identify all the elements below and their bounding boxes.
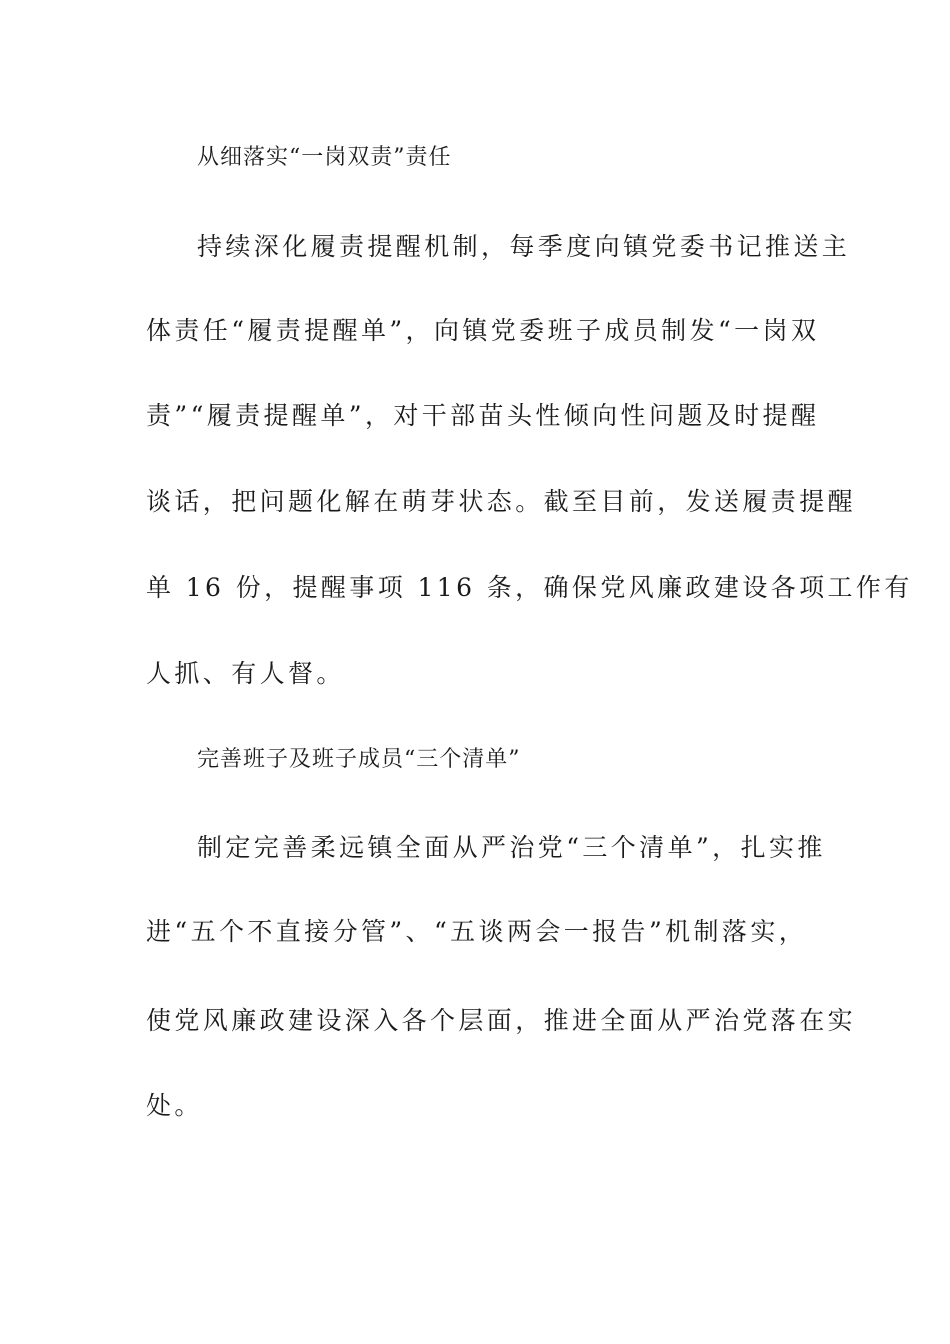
section-heading: 完善班子及班子成员“三个清单” — [197, 747, 521, 772]
paragraph-line: 单 16 份，提醒事项 116 条，确保党风廉政建设各项工作有 — [146, 573, 913, 602]
paragraph-line: 制定完善柔远镇全面从严治党“三个清单”，扎实推 — [197, 833, 826, 862]
paragraph-line: 持续深化履责提醒机制，每季度向镇党委书记推送主 — [197, 232, 851, 261]
paragraph-line: 进“五个不直接分管”、“五谈两会一报告”机制落实， — [146, 917, 808, 946]
paragraph-line: 谈话，把问题化解在萌芽状态。截至目前，发送履责提醒 — [146, 487, 857, 516]
paragraph-line: 人抓、有人督。 — [146, 659, 345, 688]
paragraph-line: 体责任“履责提醒单”，向镇党委班子成员制发“一岗双 — [146, 316, 820, 345]
paragraph-line: 使党风廉政建设深入各个层面，推进全面从严治党落在实 — [146, 1006, 857, 1035]
paragraph-line: 责”“履责提醒单”，对干部苗头性倾向性问题及时提醒 — [146, 401, 820, 430]
paragraph-line: 处。 — [146, 1091, 203, 1120]
section-heading: 从细落实“一岗双责”责任 — [197, 145, 452, 170]
